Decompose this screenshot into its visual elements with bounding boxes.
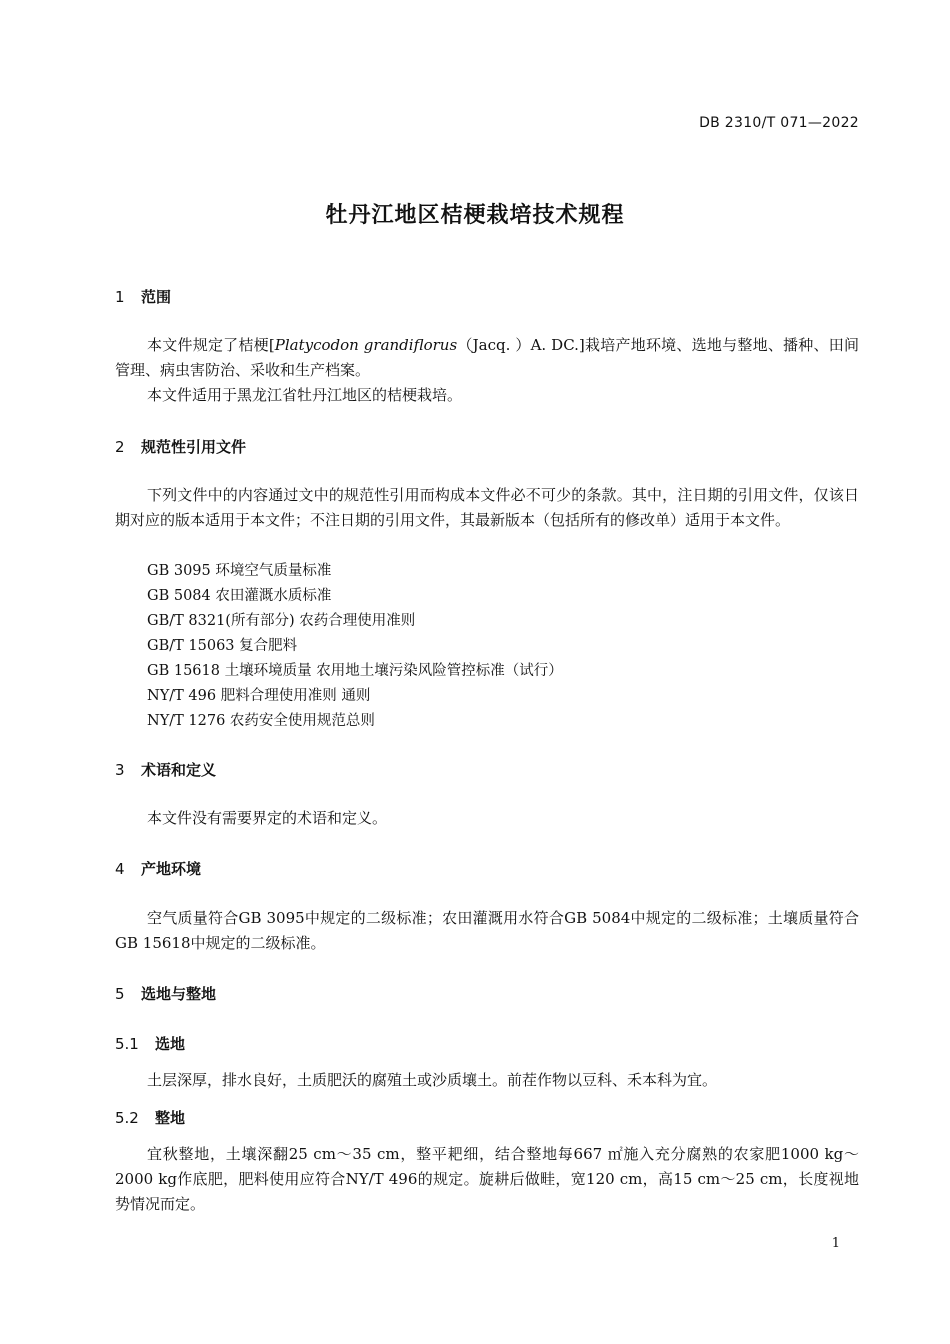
reference-item: GB 5084 农田灌溉水质标准	[147, 588, 332, 604]
section-number: 4	[115, 860, 125, 878]
subsection-title: 整地	[155, 1109, 186, 1127]
section-title: 规范性引用文件	[141, 438, 247, 456]
subsection-5-2-heading	[115, 1107, 185, 1128]
page-number: 1	[831, 1236, 840, 1251]
section-1-heading	[115, 286, 171, 307]
subsection-number: 5.2	[115, 1109, 139, 1127]
reference-item: NY/T 1276 农药安全使用规范总则	[147, 713, 375, 729]
section-number: 2	[115, 438, 125, 456]
subsection-5-1-paragraph: 土层深厚，排水良好，土质肥沃的腐殖土或沙质壤土。前茬作物以豆科、禾本科为宜。	[147, 1071, 718, 1089]
section-number: 3	[115, 761, 125, 779]
section-2-intro: 下列文件中的内容通过文中的规范性引用而构成本文件必不可少的条款。其中，注日期的引用文件，仅该日期对应的版本适用于本文件；不注日期的引用文件，其最新版本（包括所有的修改单）适用于本文件。	[115, 486, 859, 529]
subsection-title: 选地	[155, 1035, 186, 1053]
section-1-paragraph-2: 本文件适用于黑龙江省牡丹江地区的桔梗栽培。	[147, 386, 463, 404]
text-run: （Jacq. ）A. DC.]栽培产地环境、选地与整地、播种、田间管理、病虫害防治、采收和生产档案。	[115, 336, 859, 379]
section-number: 1	[115, 288, 125, 306]
section-number: 5	[115, 985, 125, 1003]
section-title: 范围	[141, 288, 172, 306]
latin-name: Platycodon grandiflorus	[274, 336, 458, 354]
section-3-heading	[115, 759, 216, 780]
subsection-5-2-paragraph: 宜秋整地，土壤深翻25 cm～35 cm，整平耙细，结合整地每667 ㎡施入充分腐熟的农家肥1000 kg～2000 kg作底肥，肥料使用应符合NY/T 496的规定。旋耕后做畦，宽120 cm，高15 cm～25 cm，长度视地势情况而定。	[115, 1145, 859, 1213]
section-4-heading	[115, 858, 201, 879]
document-code: DB 2310/T 071—2022	[699, 115, 859, 131]
section-4-paragraph: 空气质量符合GB 3095中规定的二级标准；农田灌溉用水符合GB 5084中规定的二级标准；土壤质量符合GB 15618中规定的二级标准。	[115, 909, 859, 952]
reference-item: GB/T 8321(所有部分) 农药合理使用准则	[147, 613, 416, 629]
section-1-paragraph-1	[115, 333, 859, 383]
reference-item: NY/T 496 肥料合理使用准则 通则	[147, 688, 371, 704]
reference-item: GB 15618 土壤环境质量 农用地土壤污染风险管控标准（试行）	[147, 663, 563, 679]
document-title: 牡丹江地区桔梗栽培技术规程	[325, 203, 625, 228]
reference-item: GB/T 15063 复合肥料	[147, 638, 298, 654]
section-2-heading	[115, 436, 246, 457]
section-5-heading	[115, 983, 216, 1004]
reference-item: GB 3095 环境空气质量标准	[147, 563, 332, 579]
subsection-5-1-heading	[115, 1033, 185, 1054]
section-title: 产地环境	[141, 860, 202, 878]
section-title: 选地与整地	[141, 985, 217, 1003]
text-run: 本文件规定了桔梗[	[147, 336, 275, 354]
subsection-number: 5.1	[115, 1035, 139, 1053]
section-title: 术语和定义	[141, 761, 217, 779]
section-3-paragraph: 本文件没有需要界定的术语和定义。	[147, 809, 388, 827]
